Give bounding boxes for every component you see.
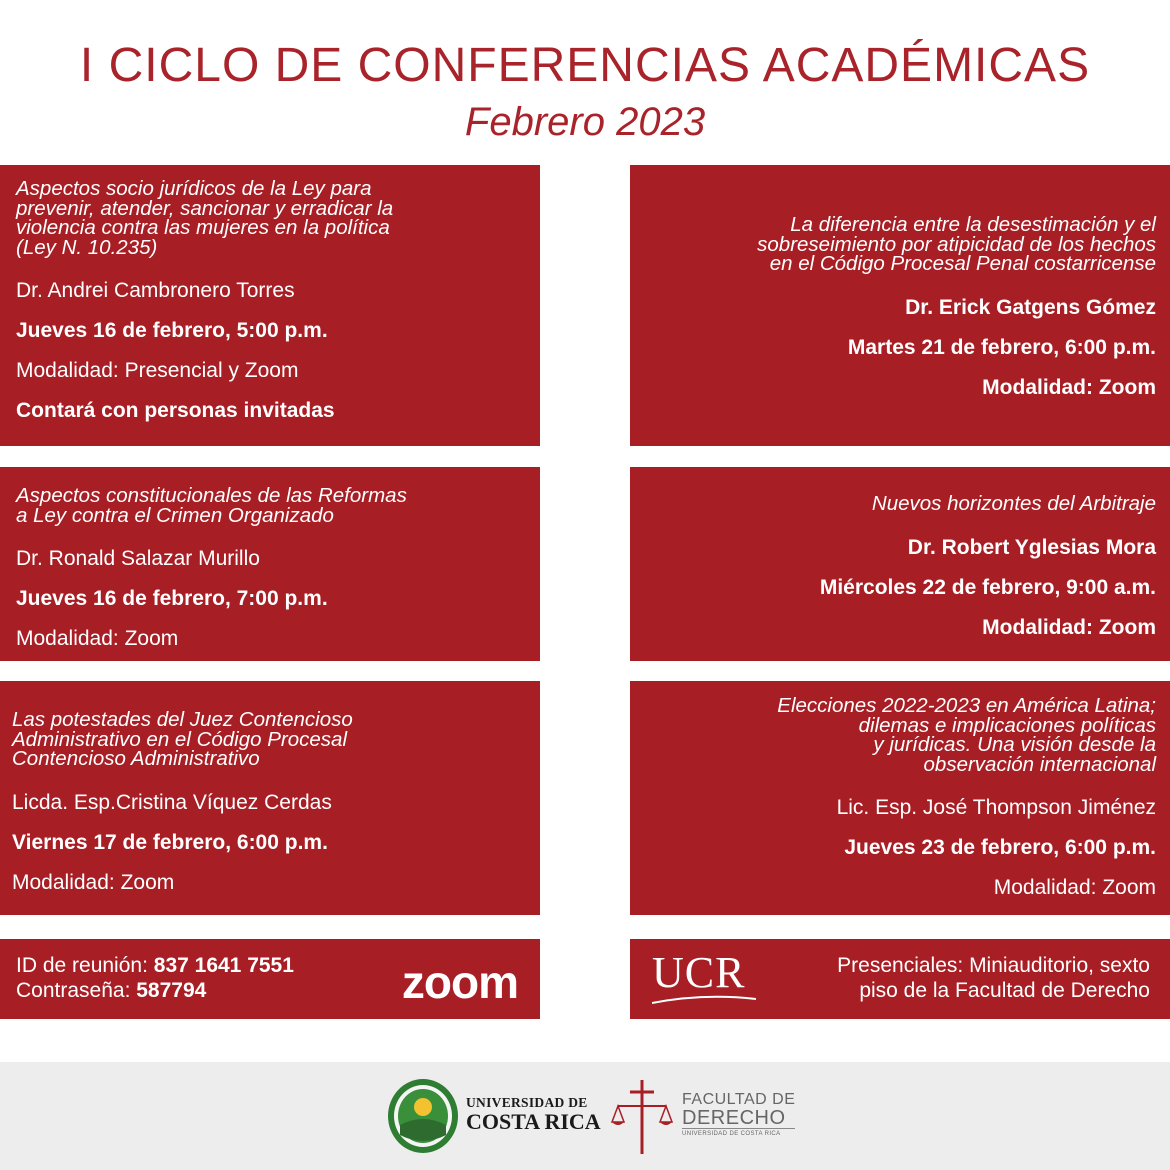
meeting-password: Contraseña: 587794 [16, 979, 207, 1002]
conference-modality: Modalidad: Zoom [993, 876, 1156, 899]
law-faculty-wordmark: FACULTAD DE DERECHO UNIVERSIDAD DE COSTA RICA [682, 1091, 796, 1137]
conference-speaker: Dr. Robert Yglesias Mora [907, 535, 1156, 559]
conference-modality: Modalidad: Zoom [982, 615, 1156, 639]
zoom-logo: zoom [401, 956, 518, 1008]
conference-card [0, 165, 540, 446]
conference-date: Miércoles 22 de febrero, 9:00 a.m. [819, 575, 1156, 599]
ucr-logo: UCR [652, 951, 756, 1003]
conference-card [630, 681, 1170, 915]
conference-topic: Nuevos horizontes del Arbitraje [871, 492, 1156, 515]
venue-box [630, 939, 1170, 1019]
ucr-swoosh-icon [652, 995, 756, 1005]
conference-date: Jueves 16 de febrero, 5:00 p.m. [16, 319, 328, 342]
page-title: I CICLO DE CONFERENCIAS ACADÉMICAS [79, 39, 1091, 92]
conference-modality: Modalidad: Zoom [12, 870, 175, 894]
footer [0, 1062, 1170, 1170]
conference-speaker: Dr. Erick Gatgens Gómez [905, 295, 1156, 319]
conference-speaker: Dr. Ronald Salazar Murillo [16, 547, 260, 570]
conference-speaker: Licda. Esp.Cristina Víquez Cerdas [12, 790, 332, 814]
conference-topic: Aspectos socio jurídicos de la Ley para prevenir, atender, sancionar y erradicar la violencia contra las mujeres en la política (Ley N. 10.235) [16, 177, 394, 259]
conference-modality: Modalidad: Presencial y Zoom [16, 359, 299, 382]
conference-date: Martes 21 de febrero, 6:00 p.m. [847, 335, 1156, 359]
conference-card [0, 681, 540, 915]
law-faculty-emblem-icon [610, 1076, 674, 1158]
conference-date: Viernes 17 de febrero, 6:00 p.m. [12, 830, 328, 854]
conference-topic: Las potestades del Juez Contencioso Administrativo en el Código Procesal Contencioso Administrativo [12, 708, 353, 770]
conference-modality: Modalidad: Zoom [982, 375, 1156, 399]
conference-topic: Aspectos constitucionales de las Reformas a Ley contra el Crimen Organizado [16, 484, 407, 527]
meeting-id: ID de reunión: 837 1641 7551 [16, 954, 294, 977]
venue-text: Presenciales: Miniauditorio, sexto piso de la Facultad de Derecho [837, 954, 1150, 1002]
conference-topic: Elecciones 2022-2023 en América Latina; dilemas e implicaciones políticas y jurídicas. Una visión desde la observación internacional [777, 694, 1156, 776]
conference-note: Contará con personas invitadas [16, 399, 335, 422]
conference-date: Jueves 23 de febrero, 6:00 p.m. [844, 836, 1156, 859]
conference-date: Jueves 16 de febrero, 7:00 p.m. [16, 587, 328, 610]
ucr-seal-icon [386, 1077, 460, 1155]
conference-card [0, 467, 540, 661]
conference-card [630, 467, 1170, 661]
conference-speaker: Lic. Esp. José Thompson Jiménez [836, 796, 1156, 819]
conference-speaker: Dr. Andrei Cambronero Torres [16, 279, 295, 302]
conference-topic: La diferencia entre la desestimación y el sobreseimiento por atipicidad de los hechos en el Código Procesal Penal costarricense [757, 213, 1156, 275]
conference-modality: Modalidad: Zoom [16, 627, 179, 650]
page-subtitle: Febrero 2023 [464, 100, 706, 144]
ucr-wordmark: UNIVERSIDAD DE COSTA RICA [466, 1095, 601, 1134]
conference-card [630, 165, 1170, 446]
zoom-info-box [0, 939, 540, 1019]
